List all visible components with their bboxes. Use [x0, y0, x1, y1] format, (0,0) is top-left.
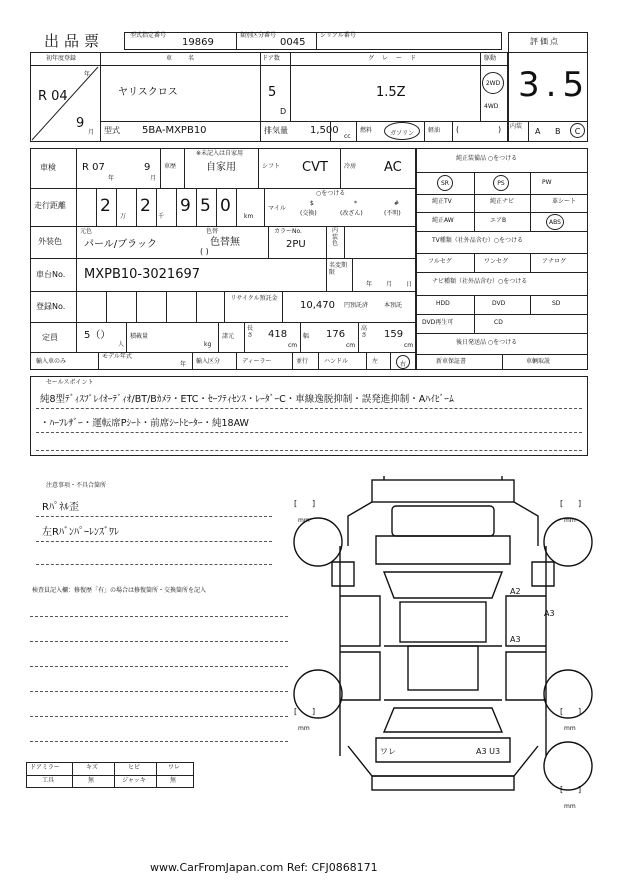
footer-watermark: www.CarFromJapan.com Ref: CFJ0868171: [150, 861, 378, 874]
grade-label: グレード: [368, 55, 425, 62]
sales-point-label: セールスポイント: [46, 379, 94, 386]
shaken-year: R 07: [82, 162, 105, 173]
mark-a2: A2: [510, 587, 521, 596]
sales-point-box: [30, 376, 588, 456]
tv-title: TV種類（社外品含む）○をつける: [432, 237, 524, 244]
first-reg-slash: [30, 65, 100, 142]
category-number: 0045: [280, 37, 306, 48]
navi-title: ナビ種類（社外品含む）○をつける: [432, 278, 528, 285]
mile-label: マイル: [268, 205, 286, 212]
mileage-digit-2: 2: [140, 196, 151, 216]
recycle-amount: 10,470: [300, 300, 335, 311]
inspector-note: 検査員記入欄：修復歴「有」の場合は修復箇所・交換箇所を記入: [32, 587, 207, 594]
mark-a3u3: A3 U3: [476, 747, 501, 756]
model-type-value: 5BA-MXPB10: [142, 125, 207, 136]
serial-label: シリアル番号: [320, 32, 356, 39]
drive-2wd-circled: 2WD: [482, 72, 504, 94]
chassis-value: MXPB10-3021697: [84, 267, 201, 282]
usage-value: 自家用: [206, 162, 236, 173]
category-label: 類別区分番号: [240, 32, 277, 39]
capacity-value: 5（）: [84, 330, 111, 341]
notes-title: 注意事項・不具合箇所: [46, 482, 107, 489]
mileage-digit-3: 9: [180, 196, 191, 216]
fuel-gasoline-circled: ガソリン: [384, 122, 420, 140]
shaken-label: 車検: [40, 163, 56, 172]
equip-ps-circled: PS: [493, 175, 509, 191]
mileage-digit-1: 2: [100, 196, 111, 216]
chassis-label: 車台No.: [36, 270, 66, 279]
car-name-label: 車名: [166, 55, 211, 62]
model-cert-label: 型式指定番号: [130, 32, 167, 39]
shift-value: CVT: [302, 160, 328, 175]
equip-abs-circled: ABS: [546, 214, 564, 230]
first-reg-month: 9: [76, 116, 85, 131]
equipment-title: 純正装備品 ○をつける: [456, 155, 518, 162]
drive-label: 駆動: [484, 55, 497, 62]
page-title: 出品票: [44, 32, 105, 50]
mileage-digit-5: 0: [220, 196, 231, 216]
color-no-value: 2PU: [286, 239, 306, 250]
interior-grade-c-circled: C: [570, 123, 585, 138]
fuel-label: 燃料: [360, 127, 373, 134]
first-reg-year: R 04: [38, 89, 68, 104]
altered-label: (改ざん): [340, 210, 363, 217]
grade-value: 1.5Z: [376, 85, 406, 100]
color-no-label: カラーNo.: [274, 228, 302, 235]
width-value: 176: [326, 329, 346, 340]
first-reg-label: 初年度登録: [46, 55, 77, 62]
usage-note: ※未記入は自家用: [196, 150, 244, 157]
load-label: 積載量: [130, 333, 149, 340]
ac-label: 冷房: [344, 163, 357, 170]
sales-point-line1: 純8型ﾃﾞｨｽﾌﾟﾚｲｵｰﾃﾞｨｵ/BT/Bｶﾒﾗ・ETC・ｾｰﾌﾃｨｾﾝｽ・ﾚｰﾀﾞｰC・車線逸脱抑制・誤発進抑制・Aﾊｲﾋﾞｰﾑ: [40, 394, 454, 405]
recycle-label: リサイクル預託金: [230, 295, 278, 302]
ac-value: AC: [384, 160, 402, 175]
usage-label: 車歴: [164, 163, 177, 170]
interior-label: 内装: [510, 123, 523, 130]
mileage-label: 走行距離: [34, 201, 66, 210]
equip-sr-circled: SR: [437, 175, 453, 191]
exchanged-label: (交換): [300, 210, 317, 217]
score-label: 評価点: [530, 37, 560, 46]
car-body-diagram: [288, 476, 608, 816]
car-name: ヤリスクロス: [118, 87, 178, 98]
interior-color-label: 内装色: [332, 227, 339, 248]
model-year-label: モデル年式: [102, 353, 132, 360]
sales-point-line2: ・ﾊｰﾌﾚｻﾞｰ・運転席Pｼｰﾄ・前席ｼｰﾄﾋｰﾀｰ・純18AW: [40, 418, 249, 429]
doors-label: ドア数: [262, 55, 280, 62]
shaken-month: 9: [144, 162, 151, 173]
unknown-label: (不明): [384, 210, 401, 217]
model-cert-number: 19869: [182, 37, 214, 48]
drive-4wd: 4WD: [484, 103, 499, 110]
import-label: 輸入車のみ: [36, 358, 67, 365]
exterior-color-label: 外装色: [38, 237, 62, 246]
dims-label: 諸元: [222, 333, 235, 340]
capacity-label: 定員: [42, 333, 58, 342]
mileage-circle-note: ○をつける: [316, 190, 346, 197]
import-class-label: 輸入区分: [196, 358, 221, 365]
displacement-label: 排気量: [264, 126, 288, 135]
registration-label: 登録No.: [36, 302, 66, 311]
mark-ware: ワレ: [380, 747, 396, 756]
doors-value: 5: [268, 85, 277, 100]
notes-line1: Rﾊﾟﾈﾙ歪: [42, 502, 79, 513]
mark-a3-side: A3: [544, 609, 555, 618]
model-type-label: 型式: [104, 126, 120, 135]
light-oil-label: 軽油: [428, 127, 441, 134]
cert-row: [124, 32, 502, 50]
height-value: 159: [384, 329, 404, 340]
mark-a3-door: A3: [510, 635, 521, 644]
handle-label: ハンドル: [324, 358, 349, 365]
original-color-value: パール/ブラック: [84, 239, 157, 250]
color-change-value: 色替無: [210, 237, 240, 248]
handle-right-circled: 右: [396, 355, 410, 369]
length-value: 418: [268, 329, 288, 340]
later-title: 後日発送品 ○をつける: [456, 339, 518, 346]
notes-line2: 左Rﾊﾞﾝﾊﾟｰﾚﾝｽﾞﾜﾚ: [42, 527, 119, 538]
name-change-label: 名変期限: [329, 262, 348, 277]
score-value: 3.5: [518, 65, 591, 105]
displacement-value: 1,500: [310, 125, 339, 136]
shift-label: シフト: [262, 163, 281, 170]
mileage-digit-4: 5: [200, 196, 211, 216]
